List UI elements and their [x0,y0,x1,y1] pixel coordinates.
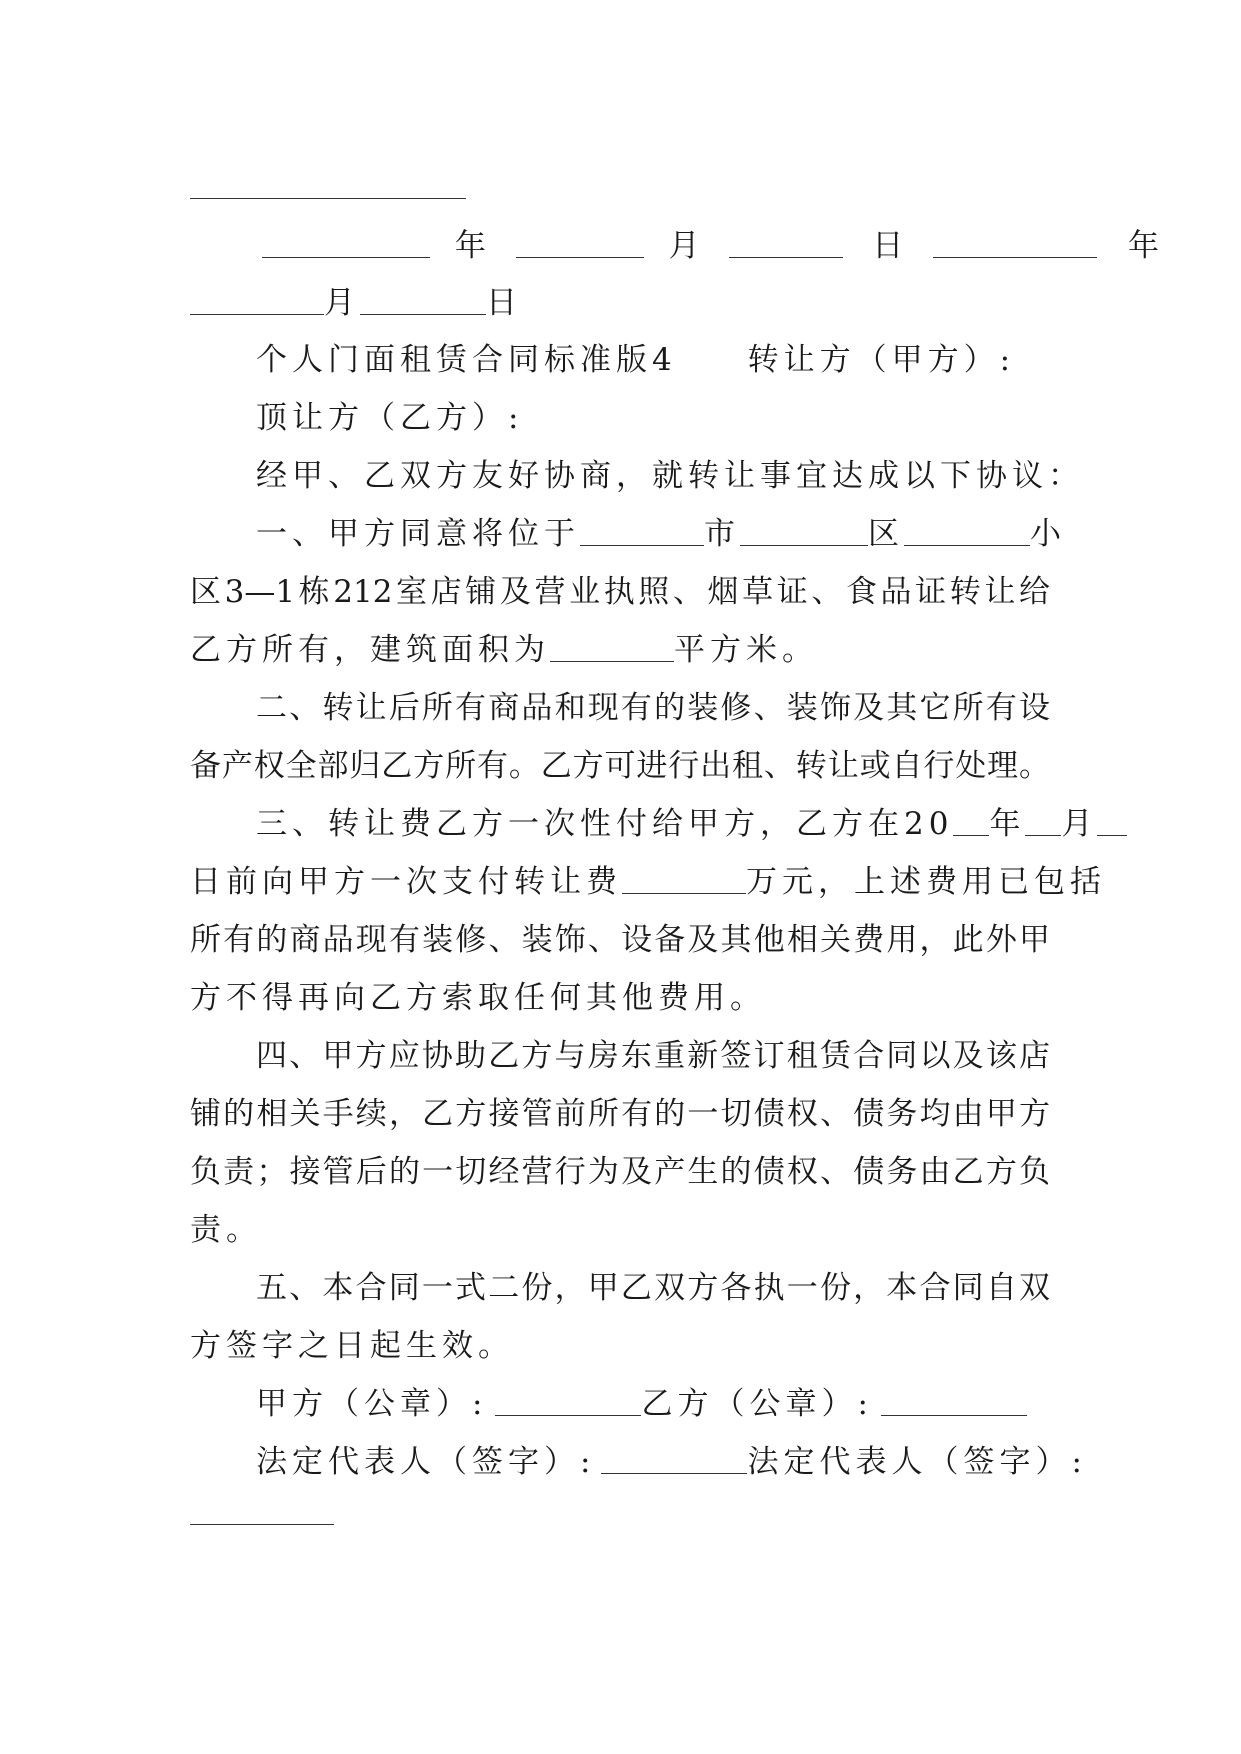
document-title: 个人门面租赁合同标准版4 [256,342,677,378]
blank-party-a-seal [495,1387,641,1416]
clause-1-text-a: 一、甲方同意将位于 [256,516,580,552]
clause-3-text-c: 月 [1061,806,1098,842]
label-day-2: 日 [486,285,522,321]
representative-line [256,1442,1087,1482]
clause-1-line-3 [190,630,1050,670]
clause-3-text-d: 日前向甲方一次支付转让费 [190,864,622,900]
blank-party-b-seal [881,1387,1027,1416]
blank-pay-month [1025,807,1061,836]
clause-4-line-1: 四、甲方应协助乙方与房东重新签订租赁合同以及该店 [256,1038,1050,1074]
date-line-2 [190,283,1050,323]
seal-line [256,1384,1050,1424]
clause-1-line-1 [256,514,1066,554]
clause-3-line-1 [256,804,1098,844]
clause-4-line-2: 铺的相关手续，乙方接管前所有的一切债权、债务均由甲方 [190,1096,1050,1132]
blank-district [740,517,868,546]
date-line-1 [262,226,1165,266]
clause-1-text-f: 平方米。 [674,632,818,668]
blank-month-2 [190,286,324,315]
label-month-1: 月 [668,228,705,264]
blank-city [580,517,704,546]
label-day-1: 日 [872,228,909,264]
label-year-1: 年 [454,228,491,264]
clause-1-text-c: 区 [868,516,904,552]
transferee-label: 顶让方（乙方）: [256,400,524,436]
clause-3-line-4: 方不得再向乙方索取任何其他费用。 [190,980,766,1016]
clause-1-text-d: 小 [1030,516,1066,552]
clause-2-line-2: 备产权全部归乙方所有。乙方可进行出租、转让或自行处理。 [190,748,1050,784]
rep-b-label: 法定代表人（签字）: [747,1444,1087,1480]
blank-month-1 [516,229,644,258]
clause-3-line-2 [190,862,1106,902]
blank-day-2 [360,286,486,315]
blank-area [550,633,674,662]
clause-4-line-4: 责。 [190,1212,262,1248]
clause-1-text-e: 乙方所有，建筑面积为 [190,632,550,668]
label-year-2: 年 [1128,228,1165,264]
label-month-2: 月 [324,285,360,321]
blank-pay-day [1097,807,1127,836]
blank-fee [622,865,746,894]
clause-3-text-e: 万元，上述费用已包括 [746,864,1106,900]
blank-year-2 [933,229,1097,258]
clause-4-line-3: 负责；接管后的一切经营行为及产生的债权、债务由乙方负 [190,1154,1050,1190]
blank-line-bottom [190,1524,334,1525]
clause-3-text-a: 三、转让费乙方一次性付给甲方，乙方在20 [256,806,954,842]
party-b-seal-label: 乙方（公章）: [641,1386,873,1422]
title-line [256,340,1050,380]
clause-1-line-2: 区3—1栋212室店铺及营业执照、烟草证、食品证转让给 [190,574,1050,610]
blank-year-1 [262,229,430,258]
clause-5-line-1: 五、本合同一式二份，甲乙双方各执一份，本合同自双 [256,1270,1050,1306]
blank-community [904,517,1030,546]
blank-pay-year [953,807,989,836]
clause-5-line-2: 方签字之日起生效。 [190,1328,514,1364]
clause-1-text-b: 市 [704,516,740,552]
rep-a-label: 法定代表人（签字）: [256,1444,596,1480]
clause-3-line-3: 所有的商品现有装修、装饰、设备及其他相关费用，此外甲 [190,922,1050,958]
clause-3-text-b: 年 [989,806,1026,842]
transferor-label: 转让方（甲方）: [747,342,1016,378]
blank-day-1 [729,229,843,258]
blank-rep-a [601,1445,747,1474]
intro-text: 经甲、乙双方友好协商，就转让事宜达成以下协议： [256,458,1084,494]
blank-line-top [190,198,466,199]
clause-2-line-1: 二、转让后所有商品和现有的装修、装饰及其它所有设 [256,690,1050,726]
party-a-seal-label: 甲方（公章）: [256,1386,488,1422]
